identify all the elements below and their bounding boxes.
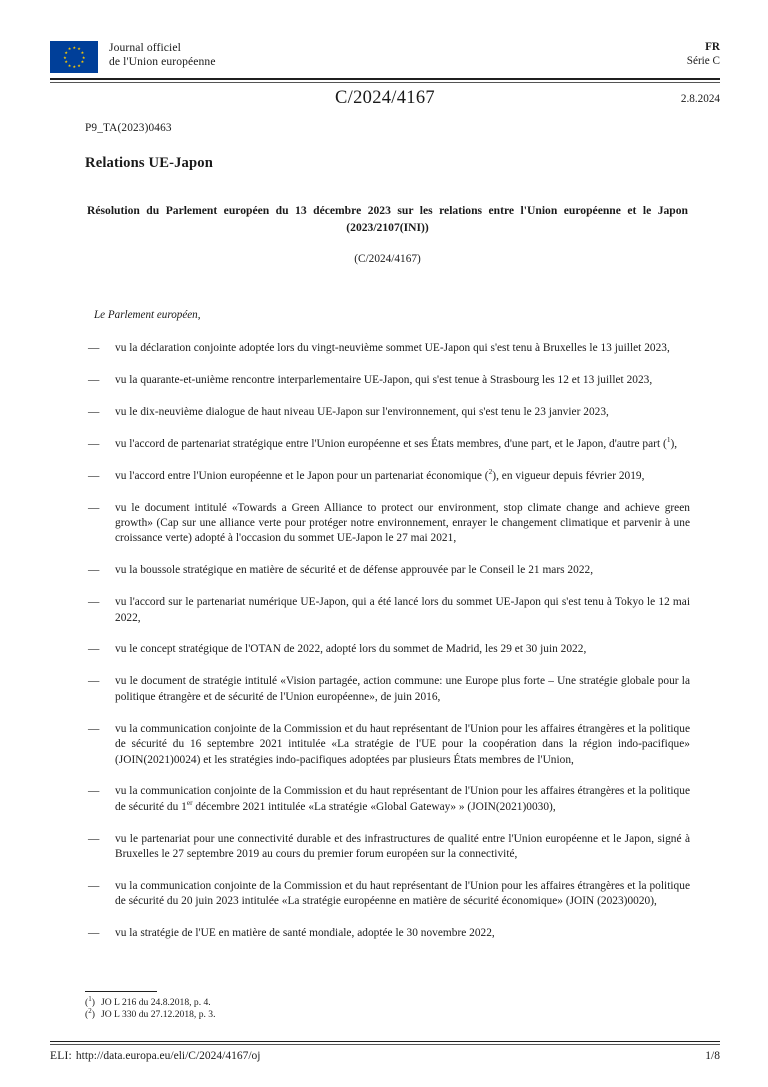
footnote-text: JO L 330 du 27.12.2018, p. 3. — [101, 1009, 216, 1021]
footnotes-block — [85, 994, 690, 1022]
em-dash-icon: — — [88, 832, 100, 845]
citation-text: vu le partenariat pour une connectivité durable et des infrastructures de qualité entre l'Union européenne et le Japon, signé à Bruxelles le 27 septembre 2019 au cours du premier forum européen sur la connectivité, — [115, 832, 690, 861]
document-number-row — [50, 88, 720, 114]
eu-star-icon: ★ — [64, 59, 69, 65]
footnote-marker: ($^1$) — [85, 994, 95, 1008]
journal-title-line2: de l'Union européenne — [109, 55, 216, 69]
eli-url[interactable]: http://data.europa.eu/eli/C/2024/4167/oj — [75, 1050, 261, 1062]
citation-text: vu le document de stratégie intitulé «Vision partagée, action commune: une Europe plus forte – Une stratégie globale pour la politique étrangère et de sécurité de l'Union européenne», de juin 2016, — [115, 675, 690, 703]
citation-item — [85, 879, 690, 910]
em-dash-icon: — — [88, 437, 100, 450]
publication-date: 2.8.2024 — [680, 93, 720, 105]
em-dash-icon: — — [88, 880, 100, 893]
page-footer — [50, 1050, 720, 1068]
eu-star-icon: ★ — [77, 46, 81, 52]
page-number: 1/8 — [705, 1050, 720, 1062]
eli-label: ELI: — [50, 1050, 72, 1062]
footnote-separator — [85, 991, 157, 992]
citation-text: vu la communication conjointe de la Commission et du haut représentant de l'Union pour les affaires étrangères et la politique de sécurité du 16 septembre 2021 intitulée «La stratégie de l'UE pour la coopération dans la région indo-pacifique» (JOIN(2021)0024) et les stratégies indo-pacifiques adoptées par plusieurs États membres de l'Union, — [115, 722, 690, 766]
page-title: Relations UE-Japon — [85, 155, 213, 171]
citation-item — [85, 722, 690, 768]
preamble-line: Le Parlement européen, — [94, 309, 201, 321]
journal-title — [109, 40, 216, 70]
eu-star-icon: ★ — [64, 49, 69, 55]
citation-item — [85, 341, 690, 356]
citation-text: vu la communication conjointe de la Commission et du haut représentant de l'Union pour les affaires étrangères et la politique de sécurité du 1er décembre 2021 intitulée «La stratégie «Global Gateway» » (JOIN(2021)0030), — [115, 785, 690, 813]
em-dash-icon: — — [88, 643, 100, 656]
citation-text: vu la quarante-et-unième rencontre interparlementaire UE-Japon, qui s'est tenue à Strasbourg les 12 et 13 juillet 2023, — [115, 373, 653, 386]
citation-item — [85, 466, 690, 484]
eu-flag-icon — [50, 41, 98, 73]
em-dash-icon: — — [88, 342, 100, 354]
citation-text: vu le dix-neuvième dialogue de haut niveau UE-Japon sur l'environnement, qui s'est tenu le 23 janvier 2023, — [115, 405, 609, 418]
em-dash-icon: — — [88, 564, 100, 577]
citation-text: vu le document intitulé «Towards a Green Alliance to protect our environment, stop climate change and achieve green growth» (Cap sur une alliance verte pour protéger notre environnement, enrayer le changement climatique et parvenir à une croissance verte) adopté à l'occasion du sommet UE-Japon le 27 mai 2021, — [115, 501, 690, 545]
citation-text: vu la déclaration conjointe adoptée lors du vingt-neuvième sommet UE-Japon qui s'est tenu à Bruxelles le 13 juillet 2023, — [115, 342, 670, 354]
eu-star-icon: ★ — [81, 54, 86, 60]
citation-item — [85, 642, 690, 657]
header-divider — [50, 78, 720, 80]
page-header — [50, 40, 720, 78]
citations-list — [85, 341, 690, 942]
eu-star-icon: ★ — [72, 63, 77, 69]
citation-item — [85, 501, 690, 547]
em-dash-icon: — — [88, 927, 100, 940]
footer-divider — [50, 1041, 720, 1042]
citation-text: vu l'accord entre l'Union européenne et le Japon pour un partenariat économique ($^2$), en vigueur depuis février 2019, — [115, 466, 645, 482]
em-dash-icon: — — [88, 405, 100, 418]
citation-text: vu la stratégie de l'UE en matière de santé mondiale, adoptée le 30 novembre 2022, — [115, 927, 495, 940]
citation-item — [85, 832, 690, 863]
language-code: FR — [705, 41, 720, 53]
em-dash-icon: — — [88, 501, 100, 514]
citation-text: vu le concept stratégique de l'OTAN de 2022, adopté lors du sommet de Madrid, les 29 et 30 juin 2022, — [115, 643, 587, 656]
em-dash-icon: — — [88, 785, 100, 798]
footnote-text: JO L 216 du 24.8.2018, p. 4. — [101, 997, 211, 1008]
series-label: Série C — [686, 55, 720, 68]
citation-item — [85, 674, 690, 705]
footnote-item — [85, 994, 690, 1009]
citation-item — [85, 595, 690, 626]
resolution-heading: Résolution du Parlement européen du 13 décembre 2023 sur les relations entre l'Union européenne et le Japon (2023/2107(INI)) — [87, 204, 688, 234]
citation-item — [85, 434, 690, 452]
celex-identifier: (C/2024/4167) — [354, 253, 421, 265]
header-divider-thin — [50, 82, 720, 83]
eu-star-icon: ★ — [63, 54, 67, 60]
citation-text: vu l'accord sur le partenariat numérique UE-Japon, qui a été lancé lors du sommet UE-Japon qui s'est tenu à Tokyo le 12 mai 2022, — [115, 596, 690, 624]
citation-item — [85, 373, 690, 388]
citation-item — [85, 926, 690, 941]
header-language-block — [687, 40, 720, 69]
citation-item — [85, 563, 690, 578]
em-dash-icon: — — [88, 596, 100, 609]
document-body — [85, 122, 690, 958]
citation-text: vu l'accord de partenariat stratégique entre l'Union européenne et ses États membres, d'une part, et le Japon, d'autre part ($^1$), — [115, 434, 678, 450]
footer-divider-thin — [50, 1044, 720, 1045]
em-dash-icon: — — [88, 722, 100, 735]
footnote-item — [85, 1009, 690, 1021]
citation-text: vu la boussole stratégique en matière de sécurité et de défense approuvée par le Conseil le 21 mars 2022, — [115, 564, 594, 577]
em-dash-icon: — — [88, 675, 100, 688]
eu-star-icon: ★ — [80, 49, 85, 55]
em-dash-icon: — — [88, 373, 100, 386]
footnote-marker: ($^2$) — [85, 1007, 95, 1021]
ta-code: P9_TA(2023)0463 — [85, 122, 172, 134]
citation-item — [85, 405, 690, 420]
eu-star-icon: ★ — [77, 62, 81, 68]
eu-star-icon: ★ — [80, 59, 85, 65]
eu-star-icon: ★ — [67, 46, 72, 52]
eu-star-icon: ★ — [72, 45, 77, 51]
citation-item — [85, 784, 690, 815]
document-number: C/2024/4167 — [335, 88, 435, 108]
eu-star-icon: ★ — [67, 62, 72, 68]
eli-block — [50, 1050, 260, 1062]
citation-text: vu la communication conjointe de la Commission et du haut représentant de l'Union pour les affaires étrangères et la politique de sécurité du 20 juin 2023 intitulée «La stratégie européenne en matière de sécurité économique» (JOIN (2023)0020), — [115, 880, 690, 908]
journal-title-line1: Journal officiel — [109, 41, 181, 54]
journal-masthead — [50, 40, 216, 73]
em-dash-icon: — — [88, 469, 100, 482]
